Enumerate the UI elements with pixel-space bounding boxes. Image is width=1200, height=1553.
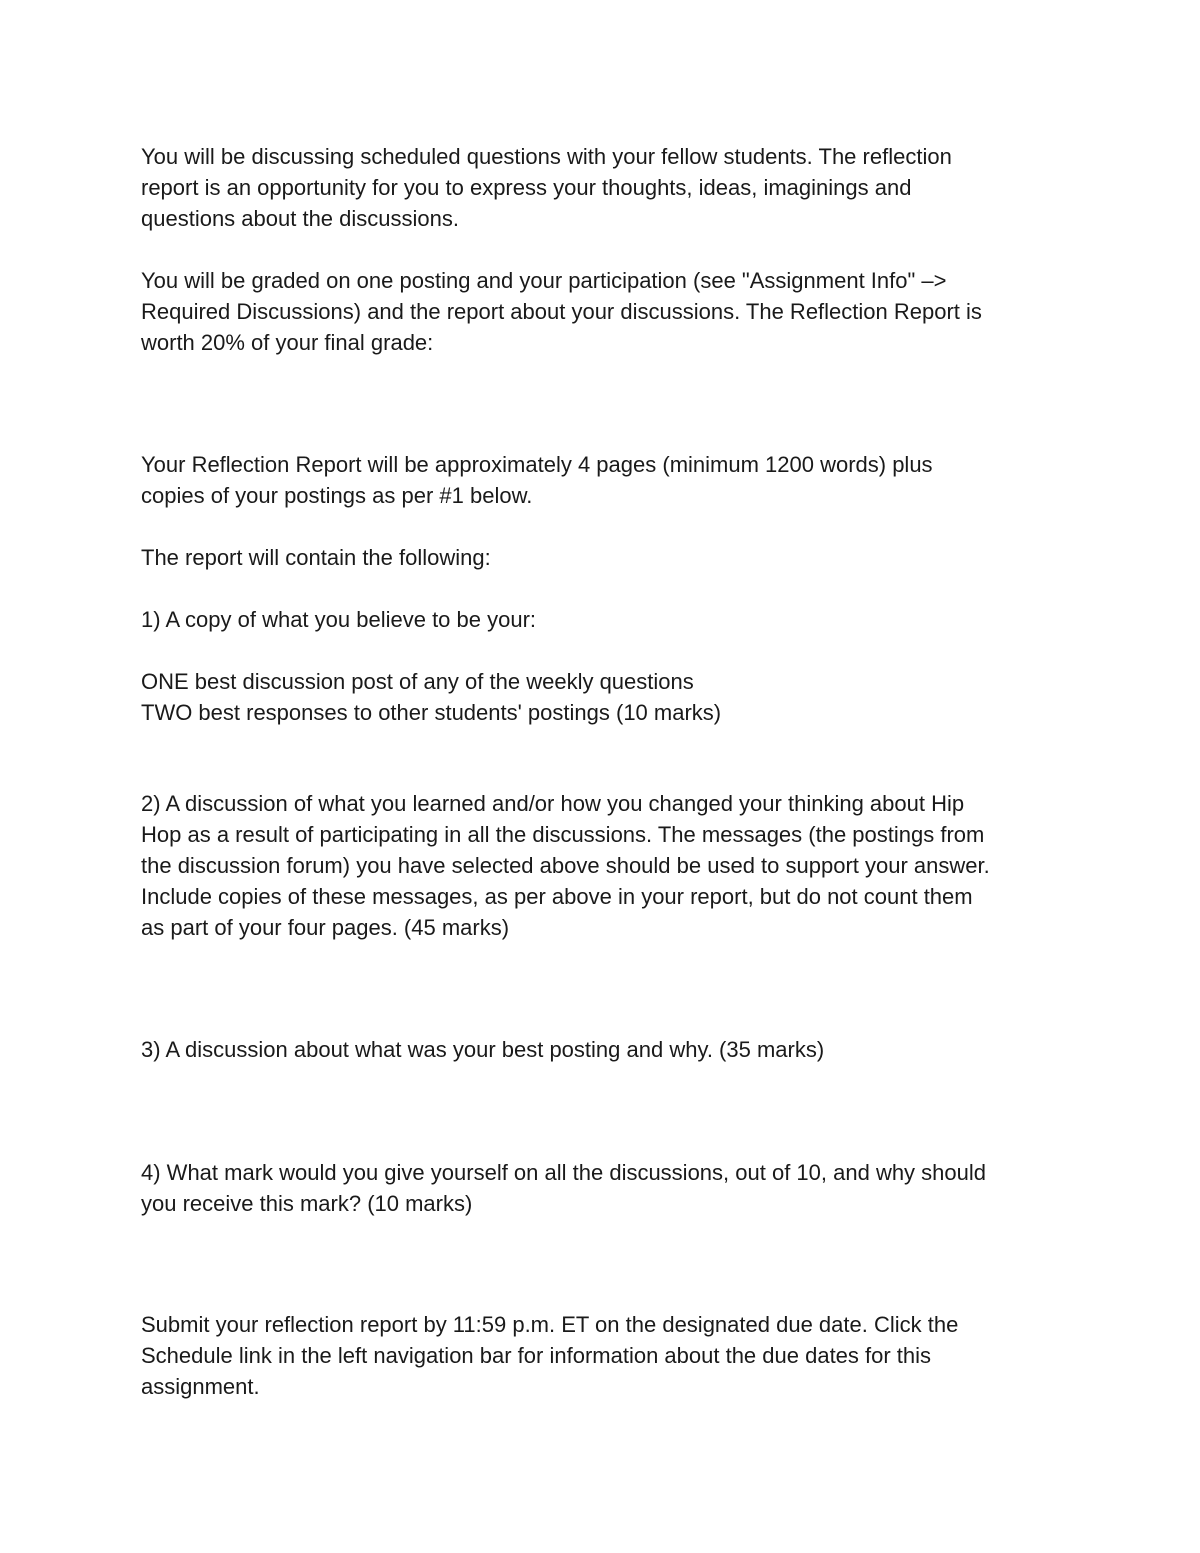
- text-line: You will be discussing scheduled questions with your fellow students. The reflection: [141, 144, 952, 169]
- text-line: ONE best discussion post of any of the weekly questions: [141, 669, 694, 694]
- text-line: worth 20% of your final grade:: [141, 330, 434, 355]
- text-line: You will be graded on one posting and your participation (see "Assignment Info" –>: [141, 268, 947, 293]
- text-line: questions about the discussions.: [141, 206, 459, 231]
- text-line: 2) A discussion of what you learned and/or how you changed your thinking about Hip: [141, 791, 965, 816]
- text-line: Schedule link in the left navigation bar for information about the due dates for this: [141, 1343, 932, 1368]
- text-line: assignment.: [141, 1374, 260, 1399]
- text-line: as part of your four pages. (45 marks): [141, 915, 510, 940]
- text-line: Required Discussions) and the report about your discussions. The Reflection Report is: [141, 299, 982, 324]
- text-line: TWO best responses to other students' postings (10 marks): [141, 700, 722, 725]
- text-line: the discussion forum) you have selected above should be used to support your answer.: [141, 853, 990, 878]
- text-line: The report will contain the following:: [141, 545, 491, 570]
- text-line: Your Reflection Report will be approximately 4 pages (minimum 1200 words) plus: [141, 452, 933, 477]
- text-line: report is an opportunity for you to express your thoughts, ideas, imaginings and: [141, 175, 912, 200]
- text-line: 4) What mark would you give yourself on all the discussions, out of 10, and why should: [141, 1160, 987, 1185]
- text-line: Submit your reflection report by 11:59 p.m. ET on the designated due date. Click the: [141, 1312, 959, 1337]
- text-line: you receive this mark? (10 marks): [141, 1191, 473, 1216]
- text-line: copies of your postings as per #1 below.: [141, 483, 533, 508]
- text-line: Include copies of these messages, as per above in your report, but do not count them: [141, 884, 973, 909]
- text-line: Hop as a result of participating in all the discussions. The messages (the postings from: [141, 822, 985, 847]
- text-line: 3) A discussion about what was your best posting and why. (35 marks): [141, 1037, 825, 1062]
- text-line: 1) A copy of what you believe to be your:: [141, 607, 537, 632]
